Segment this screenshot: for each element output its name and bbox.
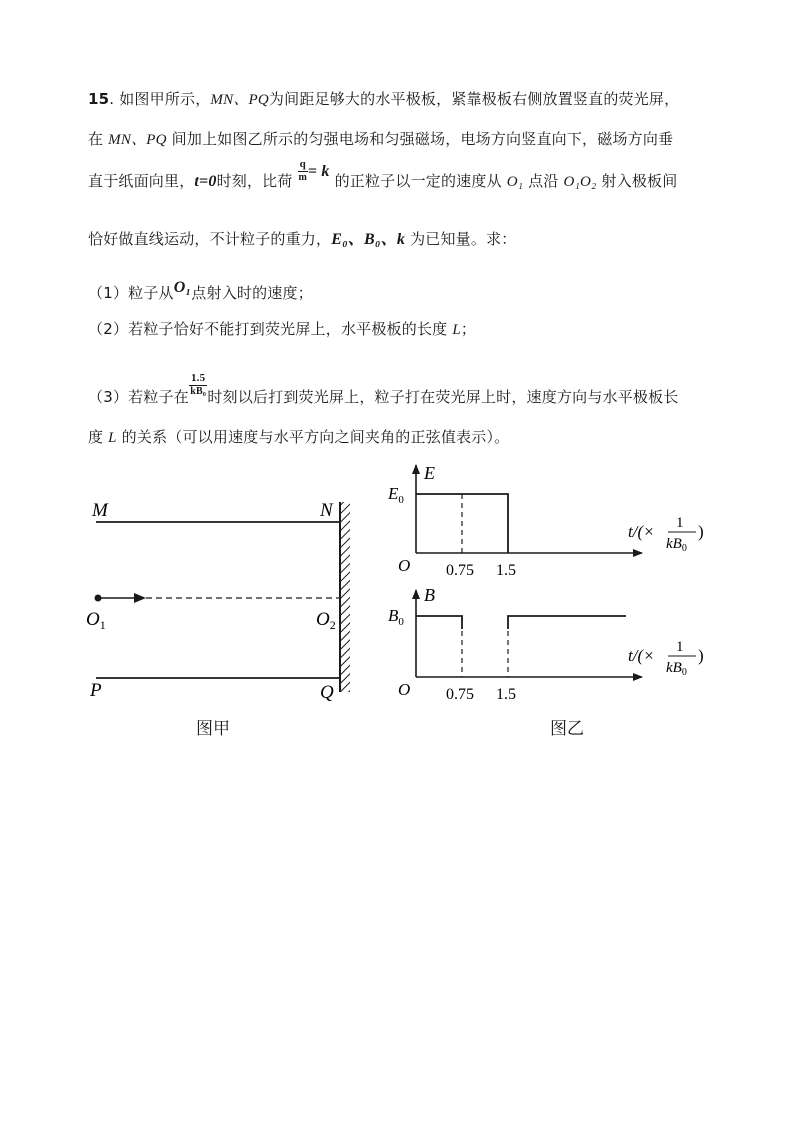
b-origin: O	[398, 680, 411, 699]
label-p: P	[90, 680, 102, 701]
svg-text:): )	[698, 646, 704, 665]
e-tick-075: 0.75	[446, 562, 474, 579]
label-m: M	[92, 500, 108, 521]
b-axis-label: B	[424, 585, 435, 605]
b-tick-15: 1.5	[496, 686, 516, 703]
e-t-graph	[387, 463, 704, 579]
svg-text:kB0: $kB_0$	[666, 536, 687, 554]
b0-label: $B_0$	[388, 606, 404, 628]
b-time-axis-label: t/(×	[628, 646, 655, 665]
question-part-3: （3）若粒子在 $\frac{1.5}{\text{kB₀}}$ 时刻以后打到荧光屏上，粒子打在荧光屏上时，速度方向与水平极板长	[88, 371, 679, 406]
charge-mass-ratio: $\frac{q}{m}$	[298, 157, 307, 183]
figure-yi	[380, 455, 740, 715]
question-line-1: 15. 如图甲所示，MN、PQ为间距足够大的水平极板，紧靠极板右侧放置竖直的荧光屏，	[88, 90, 680, 108]
label-n: N	[320, 500, 333, 521]
svg-text:1: 1	[676, 515, 684, 531]
label-o2: $O_2$	[316, 609, 336, 632]
figure-jia	[0, 480, 380, 710]
svg-text:kB0: $kB_0$	[666, 660, 687, 678]
question-part-1: （1）粒子从O₁点射入时的速度；	[88, 279, 313, 302]
caption-jia: 图甲	[196, 719, 230, 739]
b-field-segment-2	[508, 616, 626, 629]
label-q: Q	[320, 682, 334, 703]
question-part-3-cont: 度 L 的关系（可以用速度与水平方向之间夹角的正弦值表示）。	[88, 428, 510, 446]
question-part-2: （2）若粒子恰好不能打到荧光屏上，水平极板的长度 L；	[88, 320, 477, 338]
e-tick-15: 1.5	[496, 562, 516, 579]
velocity-arrow	[134, 593, 146, 603]
label-o1: $O_1$	[86, 609, 106, 632]
b-field-segment-1	[416, 616, 462, 629]
svg-text:): )	[698, 522, 704, 541]
caption-yi: 图乙	[550, 719, 584, 739]
question-line-2: 在 MN、PQ 间加上如图乙所示的匀强电场和匀强磁场，电场方向竖直向下，磁场方向垂	[88, 130, 674, 148]
screen-hatching	[341, 502, 350, 692]
e-origin: O	[398, 556, 411, 575]
b-t-graph	[388, 585, 704, 703]
question-line-3: 直于纸面向里，t=0时刻，比荷 $\frac{q}{m}$ = k 的正粒子以一定的速度从 O₁ 点沿 O₁O₂ 射入极板间	[88, 157, 678, 190]
svg-text:1: 1	[676, 639, 684, 655]
question-number: 15	[88, 90, 110, 108]
b-tick-075: 0.75	[446, 686, 474, 703]
time-fraction: $\frac{1.5}{\text{kB₀}}$	[190, 371, 207, 397]
e-time-axis-label: t/(×	[628, 522, 655, 541]
e-axis-label: E	[424, 463, 435, 483]
e0-label: $E_0$	[388, 484, 404, 506]
question-line-4: 恰好做直线运动，不计粒子的重力，E₀、B₀、k 为已知量。求：	[88, 230, 517, 248]
